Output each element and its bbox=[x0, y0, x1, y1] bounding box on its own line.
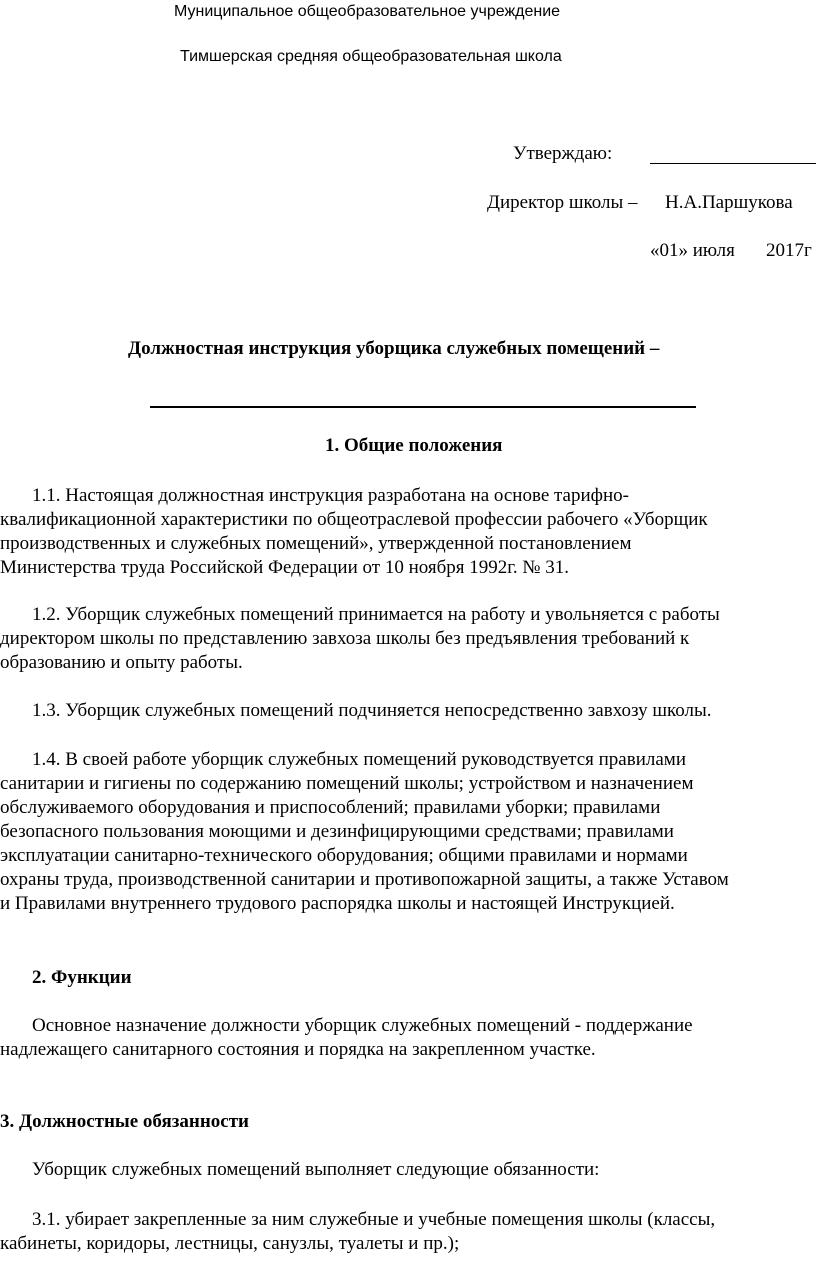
text-line: директором школы по представлению завхоза школы без предъявления требований к bbox=[0, 628, 690, 649]
section3-intro bbox=[0, 1158, 800, 1182]
text-line: Уборщик служебных помещений выполняет следующие обязанности: bbox=[32, 1159, 600, 1180]
text-line: Основное назначение должности уборщик служебных помещений - поддержание bbox=[32, 1015, 693, 1036]
text-line: безопасного пользования моющими и дезинфицирующими средствами; правилами bbox=[0, 821, 674, 842]
text-line: 1.3. Уборщик служебных помещений подчиняется непосредственно завхозу школы. bbox=[32, 700, 712, 721]
section3-paragraph-1 bbox=[0, 1208, 800, 1256]
text-line: производственных и служебных помещений», утвержденной постановлением bbox=[0, 533, 632, 554]
section2-heading: 2. Функции bbox=[32, 967, 132, 988]
director-label: Директор школы – bbox=[487, 192, 638, 213]
text-line: образованию и опыту работы. bbox=[0, 652, 243, 673]
text-line: обслуживаемого оборудования и приспособлений; правилами уборки; правилами bbox=[0, 797, 661, 818]
text-line: 1.4. В своей работе уборщик служебных помещений руководствуется правилами bbox=[32, 749, 686, 770]
approval-year: 2017г bbox=[766, 240, 812, 261]
section2-paragraph-1 bbox=[0, 1014, 800, 1062]
text-line: и Правилами внутреннего трудового распорядка школы и настоящей Инструкцией. bbox=[0, 893, 675, 914]
text-line: санитарии и гигиены по содержанию помещений школы; устройством и назначением bbox=[0, 773, 694, 794]
section3-heading: 3. Должностные обязанности bbox=[0, 1111, 249, 1132]
text-line: охраны труда, производственной санитарии и противопожарной защиты, а также Уставом bbox=[0, 869, 729, 890]
org-name-line2: Тимшерская средняя общеобразовательная школа bbox=[180, 48, 562, 65]
section1-paragraph-3 bbox=[0, 699, 800, 723]
director-name: Н.А.Паршукова bbox=[665, 192, 793, 213]
text-line: 1.1. Настоящая должностная инструкция разработана на основе тарифно- bbox=[32, 485, 629, 506]
approval-date: «01» июля bbox=[650, 240, 735, 261]
section1-paragraph-4 bbox=[0, 748, 800, 916]
approve-label: Утверждаю: bbox=[513, 143, 613, 164]
section1-paragraph-2 bbox=[0, 603, 800, 675]
text-line: 3.1. убирает закрепленные за ним служебные и учебные помещения школы (классы, bbox=[32, 1209, 716, 1230]
text-line: кабинеты, коридоры, лестницы, санузлы, туалеты и пр.); bbox=[0, 1233, 460, 1254]
text-line: надлежащего санитарного состояния и порядка на закрепленном участке. bbox=[0, 1039, 596, 1060]
section1-paragraph-1 bbox=[0, 484, 800, 580]
text-line: эксплуатации санитарно-технического оборудования; общими правилами и нормами bbox=[0, 845, 688, 866]
page-title: Должностная инструкция уборщика служебных помещений – bbox=[128, 338, 660, 359]
org-name-line1: Муниципальное общеобразовательное учреждение bbox=[174, 3, 561, 20]
text-line: квалификационной характеристики по общеотраслевой профессии рабочего «Уборщик bbox=[0, 509, 708, 530]
section1-heading: 1. Общие положения bbox=[325, 435, 503, 456]
signature-line bbox=[650, 163, 816, 164]
text-line: Министерства труда Российской Федерации от 10 ноября 1992г. № 31. bbox=[0, 557, 570, 578]
title-underline bbox=[150, 406, 696, 408]
text-line: 1.2. Уборщик служебных помещений принимается на работу и увольняется с работы bbox=[32, 604, 720, 625]
